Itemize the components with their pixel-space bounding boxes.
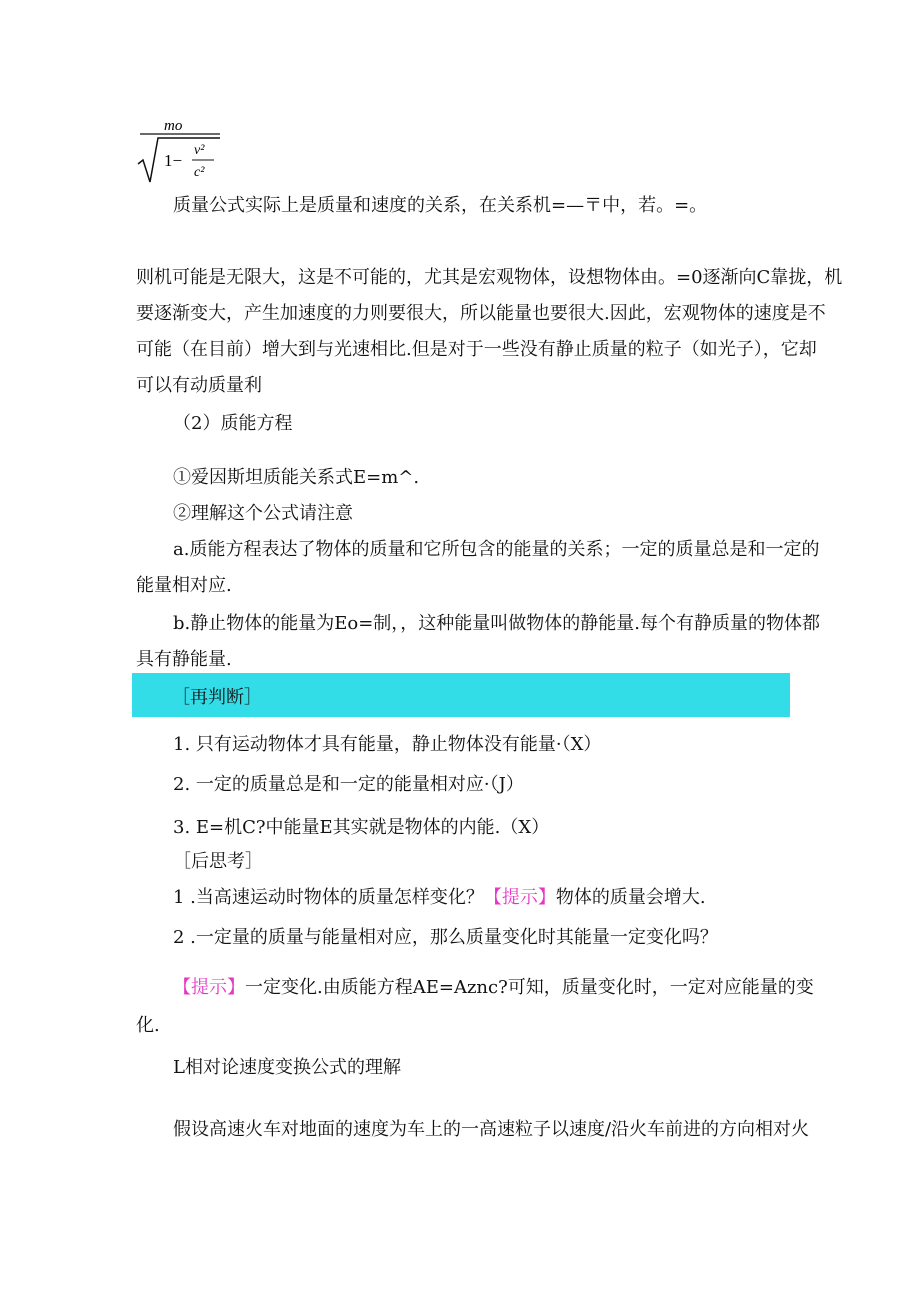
para-line-4: 可以有动质量利 [136,375,262,396]
judge-item-2: 2. 一定的质量总是和一定的能量相对应·（J） [173,774,524,795]
item-einstein-relation: ①爱因斯坦质能关系式E=m^. [173,467,420,488]
item-b-line-2: 具有静能量. [136,649,232,670]
formula-c2: c² [194,165,205,180]
formula-numerator: mo [164,118,183,134]
item-a-line-1: a.质能方程表达了物体的质量和它所包含的能量的关系；一定的质量总是和一定的 [173,539,820,560]
think-header: ［后思考］ [173,851,263,872]
relativistic-mass-formula [136,116,226,188]
item-a-line-2: 能量相对应. [136,575,232,596]
formula-v2: v² [194,143,205,158]
para-mass-velocity: 质量公式实际上是质量和速度的关系，在关系机=—〒中，若。=。 [173,195,708,216]
question-1-answer: 物体的质量会增大. [555,887,706,908]
question-2: 2 .一定量的质量与能量相对应，那么质量变化时其能量一定变化吗？ [173,927,718,948]
judge-item-1: 1. 只有运动物体才具有能量，静止物体没有能量·（X） [173,734,602,755]
section-title: L相对论速度变换公式的理解 [173,1057,401,1078]
para-line-2: 要逐渐变大，产生加速度的力则要很大，所以能量也要很大.因此，宏观物体的速度是不 [136,303,826,324]
hint-label: 【提示】 [483,887,556,908]
last-line: 假设高速火车对地面的速度为车上的一高速粒子以速度/沿火车前进的方向相对火 [173,1119,810,1140]
question-1 [173,886,706,910]
item-understanding: ②理解这个公式请注意 [173,503,353,524]
para-line-3: 可能（在目前）增大到与光速相比.但是对于一些没有静止质量的粒子（如光子），它却 [136,339,817,360]
heading-mass-energy-equation: （2）质能方程 [173,413,293,434]
para-line-1: 则机可能是无限大，这是不可能的，尤其是宏观物体，设想物体由。=0逐渐向C靠拢，机 [136,267,843,288]
item-b-line-1: b.静止物体的能量为Eo=制，，这种能量叫做物体的静能量.每个有静质量的物体都 [173,613,821,634]
hint-2-text: 一定变化.由质能方程AE=Aznc?可知，质量变化时，一定对应能量的变 [245,977,814,998]
hint-2-line-2: 化. [136,1015,160,1036]
hint-2-line-1 [173,976,814,1000]
judge-item-3: 3. E=机C?中能量E其实就是物体的内能.（X） [173,817,550,838]
hint-label: 【提示】 [173,977,245,998]
question-1-text: 1 .当高速运动时物体的质量怎样变化？ [173,887,484,908]
judge-header: ［再判断］ [172,687,262,708]
judge-highlight-bar [132,673,790,717]
formula-one-minus: 1− [164,151,183,170]
